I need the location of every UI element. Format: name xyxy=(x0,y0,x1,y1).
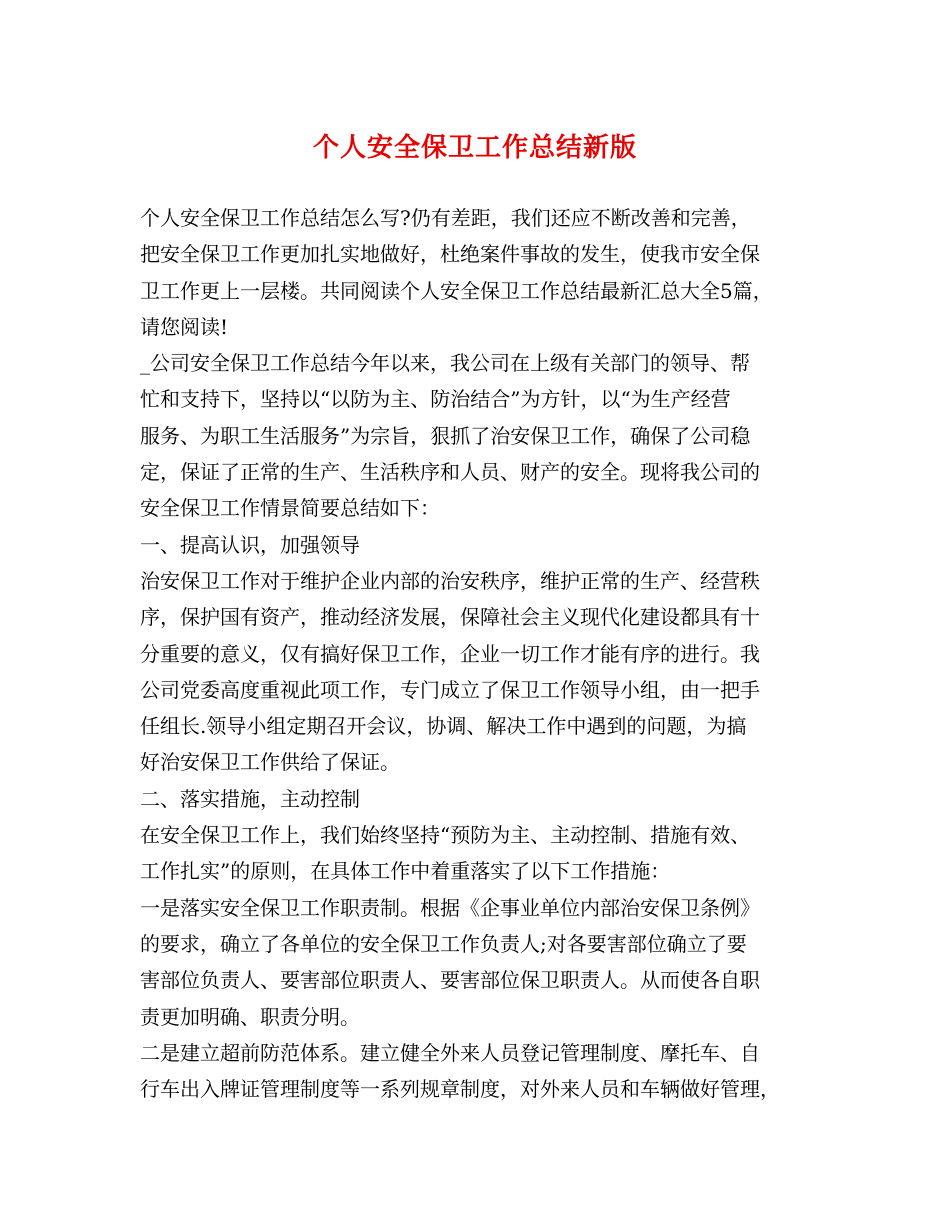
body-line: _公司安全保卫工作总结今年以来，我公司在上级有关部门的领导、帮 xyxy=(140,351,750,376)
section-heading: 一、提高认识，加强领导 xyxy=(140,532,360,557)
body-line: 把安全保卫工作更加扎实地做好，杜绝案件事故的发生，使我市安全保 xyxy=(140,242,760,267)
body-line: 在安全保卫工作上，我们始终坚持“预防为主、主动控制、措施有效、 xyxy=(140,823,751,848)
body-line: 好治安保卫工作供给了保证。 xyxy=(140,750,400,775)
body-line: 任组长.领导小组定期召开会议，协调、解决工作中遇到的问题，为搞 xyxy=(140,714,747,739)
body-line: 二是建立超前防范体系。建立健全外来人员登记管理制度、摩托车、自 xyxy=(140,1040,760,1065)
body-line: 分重要的意义，仅有搞好保卫工作，企业一切工作才能有序的进行。我 xyxy=(140,641,760,666)
body-line: 服务、为职工生活服务”为宗旨，狠抓了治安保卫工作，确保了公司稳 xyxy=(140,423,751,448)
body-line: 序，保护国有资产，推动经济发展，保障社会主义现代化建设都具有十 xyxy=(140,605,760,630)
body-line: 工作扎实”的原则，在具体工作中着重落实了以下工作措施： xyxy=(140,859,671,884)
body-line: 定，保证了正常的生产、生活秩序和人员、财产的安全。现将我公司的 xyxy=(140,460,760,485)
body-line: 责更加明确、职责分明。 xyxy=(140,1004,360,1029)
document-body xyxy=(140,200,820,1107)
body-line: 安全保卫工作情景简要总结如下： xyxy=(140,496,440,521)
document-title: 个人安全保卫工作总结新版 xyxy=(312,133,637,163)
body-line: 忙和支持下，坚持以“以防为主、防治结合”为方针，以“为生产经营 xyxy=(140,387,731,412)
body-line: 公司党委高度重视此项工作，专门成立了保卫工作领导小组，由一把手 xyxy=(140,677,760,702)
body-line: 个人安全保卫工作总结怎么写?仍有差距，我们还应不断改善和完善， xyxy=(140,206,751,230)
body-line: 治安保卫工作对于维护企业内部的治安秩序，维护正常的生产、经营秩 xyxy=(140,568,760,593)
section-heading: 二、落实措施，主动控制 xyxy=(140,786,360,811)
body-line: 行车出入牌证管理制度等一系列规章制度，对外来人员和车辆做好管理， xyxy=(140,1077,780,1102)
body-line: 害部位负责人、要害部位职责人、要害部位保卫职责人。从而使各自职 xyxy=(140,968,760,993)
body-line: 请您阅读! xyxy=(140,314,229,339)
body-line: 一是落实安全保卫工作职责制。根据《企事业单位内部治安保卫条例》 xyxy=(140,895,760,920)
body-line: 的要求，确立了各单位的安全保卫工作负责人;对各要害部位确立了要 xyxy=(140,931,747,956)
body-line: 卫工作更上一层楼。共同阅读个人安全保卫工作总结最新汇总大全5篇， xyxy=(140,278,773,303)
